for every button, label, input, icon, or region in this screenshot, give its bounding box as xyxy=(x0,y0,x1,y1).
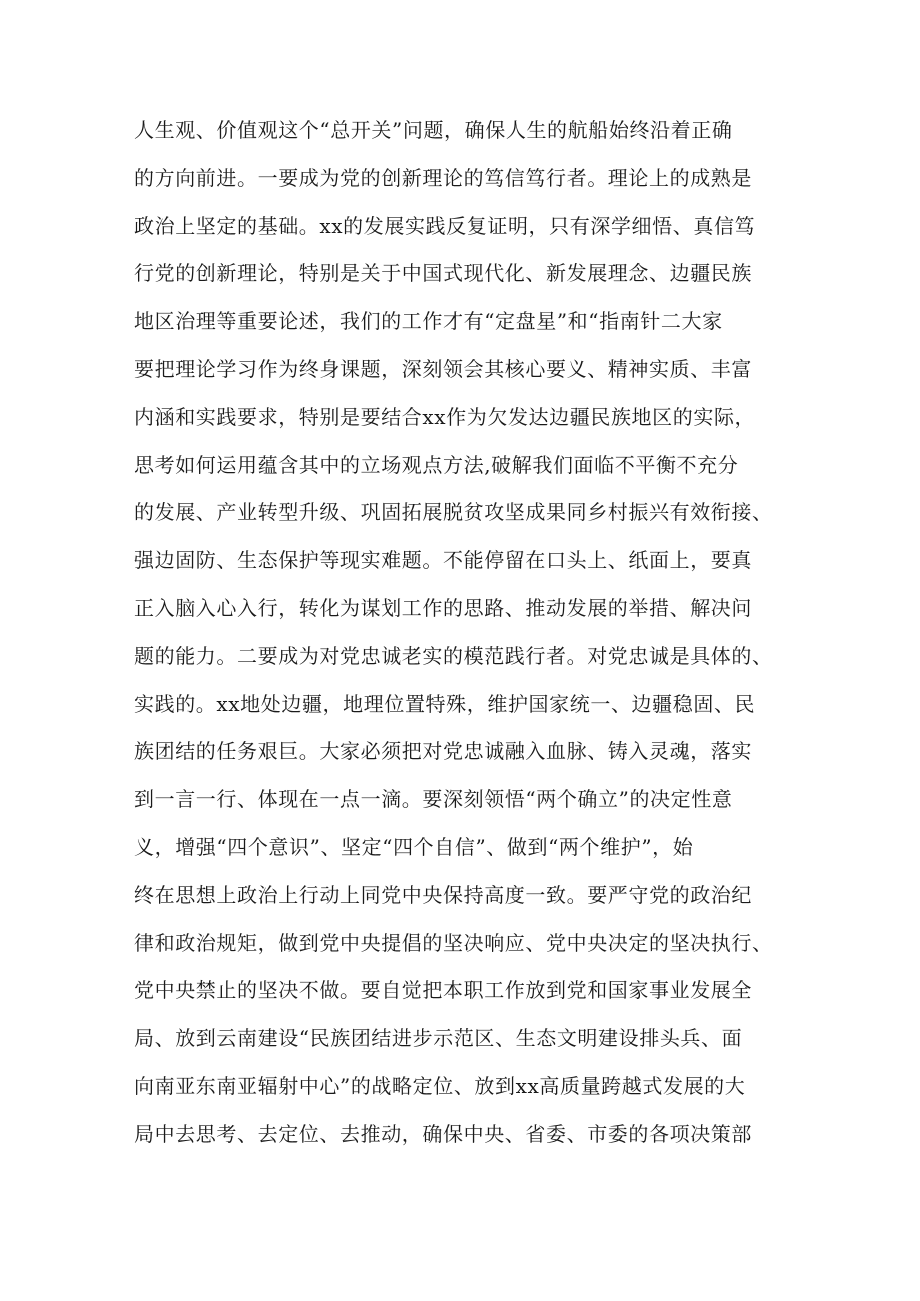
text-line: 正入脑入心入行，转化为谋划工作的思路、推动发展的举措、解决问 xyxy=(134,595,752,620)
text-line: 终在思想上政治上行动上同党中央保持高度一致。要严守党的政治纪 xyxy=(134,882,752,907)
text-line: 强边固防、生态保护等现实难题。不能停留在口头上、纸面上，要真 xyxy=(134,548,752,573)
text-line: 的发展、产业转型升级、巩固拓展脱贫攻坚成果同乡村振兴有效衔接、 xyxy=(134,500,773,525)
text-line: 行党的创新理论，特别是关于中国式现代化、新发展理念、边疆民族 xyxy=(134,261,752,286)
text-line: 向南亚东南亚辐射中心”的战略定位、放到xx高质量跨越式发展的大 xyxy=(134,1073,746,1098)
text-line: 要把理论学习作为终身课题，深刻领会其核心要义、精神实质、丰富 xyxy=(134,356,752,381)
text-line: 思考如何运用蕴含其中的立场观点方法,破解我们面临不平衡不充分 xyxy=(134,452,739,477)
text-line: 党中央禁止的坚决不做。要自觉把本职工作放到党和国家事业发展全 xyxy=(134,978,752,1003)
text-line: 政治上坚定的基础。xx的发展实践反复证明，只有深学细悟、真信笃 xyxy=(134,213,756,238)
text-line: 局中去思考、去定位、去推动，确保中央、省委、市委的各项决策部 xyxy=(134,1121,752,1146)
text-line: 地区治理等重要论述，我们的工作才有“定盘星”和“指南针二大家 xyxy=(134,309,723,334)
body-text xyxy=(134,107,794,1159)
text-line: 实践的。xx地处边疆，地理位置特殊，维护国家统一、边疆稳固、民 xyxy=(134,691,756,716)
text-line: 到一言一行、体现在一点一滴。要深刻领悟“两个确立”的决定性意 xyxy=(134,787,733,812)
text-line: 律和政治规矩，做到党中央提倡的坚决响应、党中央决定的坚决执行、 xyxy=(134,930,773,955)
text-line: 题的能力。二要成为对党忠诚老实的模范践行者。对党忠诚是具体的、 xyxy=(134,643,773,668)
text-line: 义，增强“四个意识”、坚定“四个自信”、做到“两个维护”，始 xyxy=(134,834,694,859)
text-line: 局、放到云南建设“民族团结进步示范区、生态文明建设排头兵、面 xyxy=(134,1026,743,1051)
text-line: 的方向前进。一要成为党的创新理论的笃信笃行者。理论上的成熟是 xyxy=(134,165,752,190)
text-line: 族团结的任务艰巨。大家必须把对党忠诚融入血脉、铸入灵魂，落实 xyxy=(134,739,752,764)
text-line: 人生观、价值观这个“总开关”问题，确保人生的航船始终沿着正确 xyxy=(134,118,733,142)
text-line: 内涵和实践要求，特别是要结合xx作为欠发达边疆民族地区的实际， xyxy=(134,404,756,429)
